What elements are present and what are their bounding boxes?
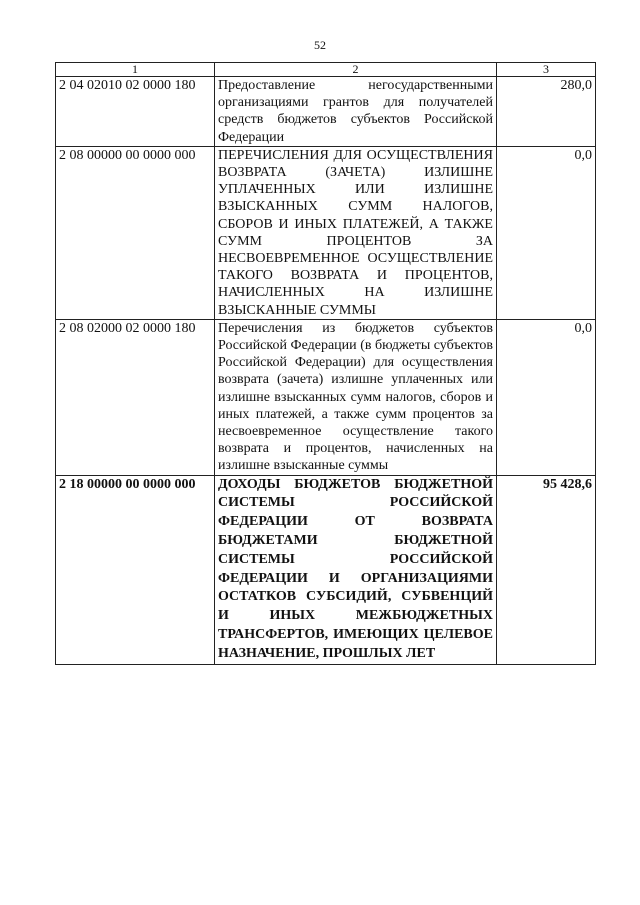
budget-amount: 0,0 [497, 319, 596, 475]
budget-revenue-table [55, 62, 596, 665]
column-header-code: 1 [56, 63, 215, 77]
column-header-amount: 3 [497, 63, 596, 77]
budget-amount: 280,0 [497, 77, 596, 147]
table-row [56, 146, 596, 319]
budget-code: 2 08 02000 02 0000 180 [56, 319, 215, 475]
column-header-description: 2 [215, 63, 497, 77]
budget-description: ДОХОДЫ БЮДЖЕТОВ БЮДЖЕТНОЙ СИСТЕМЫ РОССИЙСКОЙ ФЕДЕРАЦИИ ОТ ВОЗВРАТА БЮДЖЕТАМИ БЮДЖЕТНОЙ СИСТЕМЫ РОССИЙСКОЙ ФЕДЕРАЦИИ И ОРГАНИЗАЦИЯМИ ОСТАТКОВ СУБСИДИЙ, СУБВЕНЦИЙ И ИНЫХ МЕЖБЮДЖЕТНЫХ ТРАНСФЕРТОВ, ИМЕЮЩИХ ЦЕЛЕВОЕ НАЗНАЧЕНИЕ, ПРОШЛЫХ ЛЕТ [215, 475, 497, 664]
budget-code: 2 08 00000 00 0000 000 [56, 146, 215, 319]
budget-description: Перечисления из бюджетов субъектов Российской Федерации (в бюджеты субъектов Российской Федерации) для осуществления возврата (зачета) излишне уплаченных или излишне взысканных сумм налогов, сборов и иных платежей, а также сумм процентов за несвоевременное осуществление такого возврата и процентов, начисленных на излишне взысканные суммы [215, 319, 497, 475]
budget-code: 2 04 02010 02 0000 180 [56, 77, 215, 147]
budget-amount: 0,0 [497, 146, 596, 319]
table-row [56, 319, 596, 475]
table-row [56, 77, 596, 147]
budget-description: Предоставление негосударственными организациями грантов для получателей средств бюджетов субъектов Российской Федерации [215, 77, 497, 147]
table-row-total [56, 475, 596, 664]
budget-code: 2 18 00000 00 0000 000 [56, 475, 215, 664]
table-header-row [56, 63, 596, 77]
budget-amount: 95 428,6 [497, 475, 596, 664]
budget-description: ПЕРЕЧИСЛЕНИЯ ДЛЯ ОСУЩЕСТВЛЕНИЯ ВОЗВРАТА (ЗАЧЕТА) ИЗЛИШНЕ УПЛАЧЕННЫХ ИЛИ ИЗЛИШНЕ ВЗЫСКАННЫХ СУММ НАЛОГОВ, СБОРОВ И ИНЫХ ПЛАТЕЖЕЙ, А ТАКЖЕ СУММ ПРОЦЕНТОВ ЗА НЕСВОЕВРЕМЕННОЕ ОСУЩЕСТВЛЕНИЕ ТАКОГО ВОЗВРАТА И ПРОЦЕНТОВ, НАЧИСЛЕННЫХ НА ИЗЛИШНЕ ВЗЫСКАННЫЕ СУММЫ [215, 146, 497, 319]
page-number: 52 [314, 38, 326, 52]
